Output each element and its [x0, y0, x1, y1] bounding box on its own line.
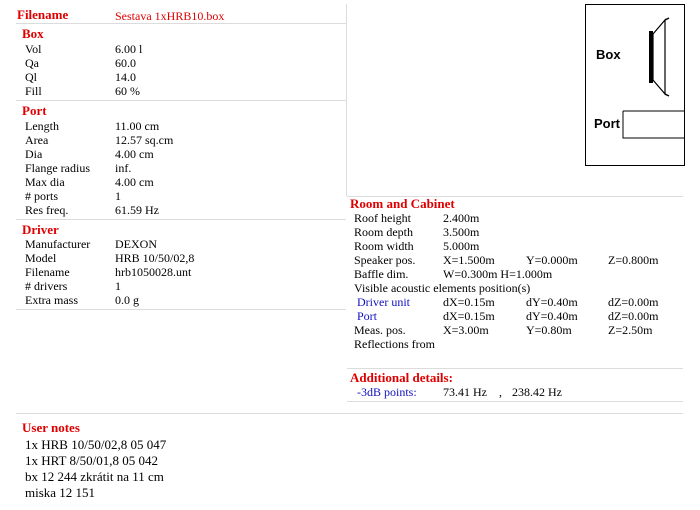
room-depth-label: Room depth [354, 225, 413, 239]
roof-height-value: 2.400m [443, 211, 480, 225]
box-qa-value: 60.0 [115, 56, 136, 70]
port-resfreq-label: Res freq. [25, 203, 69, 217]
room-depth-value: 3.500m [443, 225, 480, 239]
speaker-pos-z: Z=0.800m [608, 253, 659, 267]
driver-manufacturer-label: Manufacturer [25, 237, 91, 251]
visible-elements-label: Visible acoustic elements position(s) [354, 281, 531, 295]
driver-unit-dz: dZ=0.00m [608, 295, 659, 309]
divider [16, 23, 346, 24]
port-flange-label: Flange radius [25, 161, 90, 175]
box-vol-value: 6.00 l [115, 42, 143, 56]
driver-unit-dy: dY=0.40m [526, 295, 578, 309]
note-line: 1x HRB 10/50/02,8 05 047 [25, 437, 167, 452]
minus3db-value-low: 73.41 Hz [443, 385, 487, 399]
minus3db-label: -3dB points: [357, 385, 417, 399]
driver-unit-dx: dX=0.15m [443, 295, 495, 309]
port-pos-dx: dX=0.15m [443, 309, 495, 323]
filename-label: Filename [17, 7, 69, 22]
driver-unit-label: Driver unit [357, 295, 410, 309]
driver-model-value: HRB 10/50/02,8 [115, 251, 195, 265]
divider [16, 309, 346, 310]
driver-count-label: # drivers [25, 279, 68, 293]
driver-filename-label: Filename [25, 265, 70, 279]
port-maxdia-label: Max dia [25, 175, 65, 189]
divider [16, 219, 346, 220]
port-area-value: 12.57 sq.cm [115, 133, 174, 147]
column-divider [346, 4, 347, 196]
driver-title: Driver [22, 222, 59, 237]
port-dia-label: Dia [25, 147, 43, 161]
driver-manufacturer-value: DEXON [115, 237, 157, 251]
port-pos-label: Port [357, 309, 378, 323]
port-dia-value: 4.00 cm [115, 147, 154, 161]
note-line: bx 12 244 zkrátit na 11 cm [25, 469, 164, 484]
driver-extramass-label: Extra mass [25, 293, 78, 307]
note-line: miska 12 151 [25, 485, 96, 500]
port-length-label: Length [25, 119, 59, 133]
user-notes-title: User notes [22, 420, 80, 435]
filename-value: Sestava 1xHRB10.box [115, 9, 225, 23]
meas-pos-label: Meas. pos. [354, 323, 406, 337]
diagram-port-label: Port [594, 116, 620, 131]
baffle-dim-label: Baffle dim. [354, 267, 409, 281]
driver-filename-value: hrb1050028.unt [115, 265, 192, 279]
port-count-label: # ports [25, 189, 58, 203]
box-qa-label: Qa [25, 56, 39, 70]
box-fill-label: Fill [25, 84, 42, 98]
box-ql-value: 14.0 [115, 70, 136, 84]
port-pos-dy: dY=0.40m [526, 309, 578, 323]
speaker-pos-x: X=1.500m [443, 253, 495, 267]
diagram-box-label: Box [596, 47, 621, 62]
box-fill-value: 60 % [115, 84, 140, 98]
driver-extramass-value: 0.0 g [115, 293, 139, 307]
meas-pos-x: X=3.00m [443, 323, 489, 337]
port-resfreq-value: 61.59 Hz [115, 203, 159, 217]
speaker-pos-label: Speaker pos. [354, 253, 416, 267]
box-vol-label: Vol [25, 42, 42, 56]
baffle-dim-value: W=0.300m H=1.000m [443, 267, 553, 281]
box-title: Box [22, 26, 44, 41]
port-title: Port [22, 103, 47, 118]
note-line: 1x HRT 8/50/01,8 05 042 [25, 453, 158, 468]
divider [16, 413, 683, 414]
room-width-value: 5.000m [443, 239, 480, 253]
minus3db-value-high: 238.42 Hz [512, 385, 562, 399]
port-pos-dz: dZ=0.00m [608, 309, 659, 323]
meas-pos-y: Y=0.80m [526, 323, 572, 337]
speaker-pos-y: Y=0.000m [526, 253, 578, 267]
port-maxdia-value: 4.00 cm [115, 175, 154, 189]
box-ql-label: Ql [25, 70, 37, 84]
divider [16, 100, 346, 101]
room-width-label: Room width [354, 239, 414, 253]
port-flange-value: inf. [115, 161, 132, 175]
meas-pos-z: Z=2.50m [608, 323, 653, 337]
roof-height-label: Roof height [354, 211, 411, 225]
reflections-label: Reflections from [354, 337, 435, 351]
minus3db-separator: , [499, 385, 502, 399]
box-diagram [585, 4, 685, 166]
port-area-label: Area [25, 133, 49, 147]
room-title: Room and Cabinet [350, 196, 455, 211]
divider [347, 368, 683, 369]
divider [347, 401, 683, 402]
port-length-value: 11.00 cm [115, 119, 160, 133]
additional-title: Additional details: [350, 370, 453, 385]
port-count-value: 1 [115, 189, 121, 203]
driver-model-label: Model [25, 251, 57, 265]
driver-count-value: 1 [115, 279, 121, 293]
